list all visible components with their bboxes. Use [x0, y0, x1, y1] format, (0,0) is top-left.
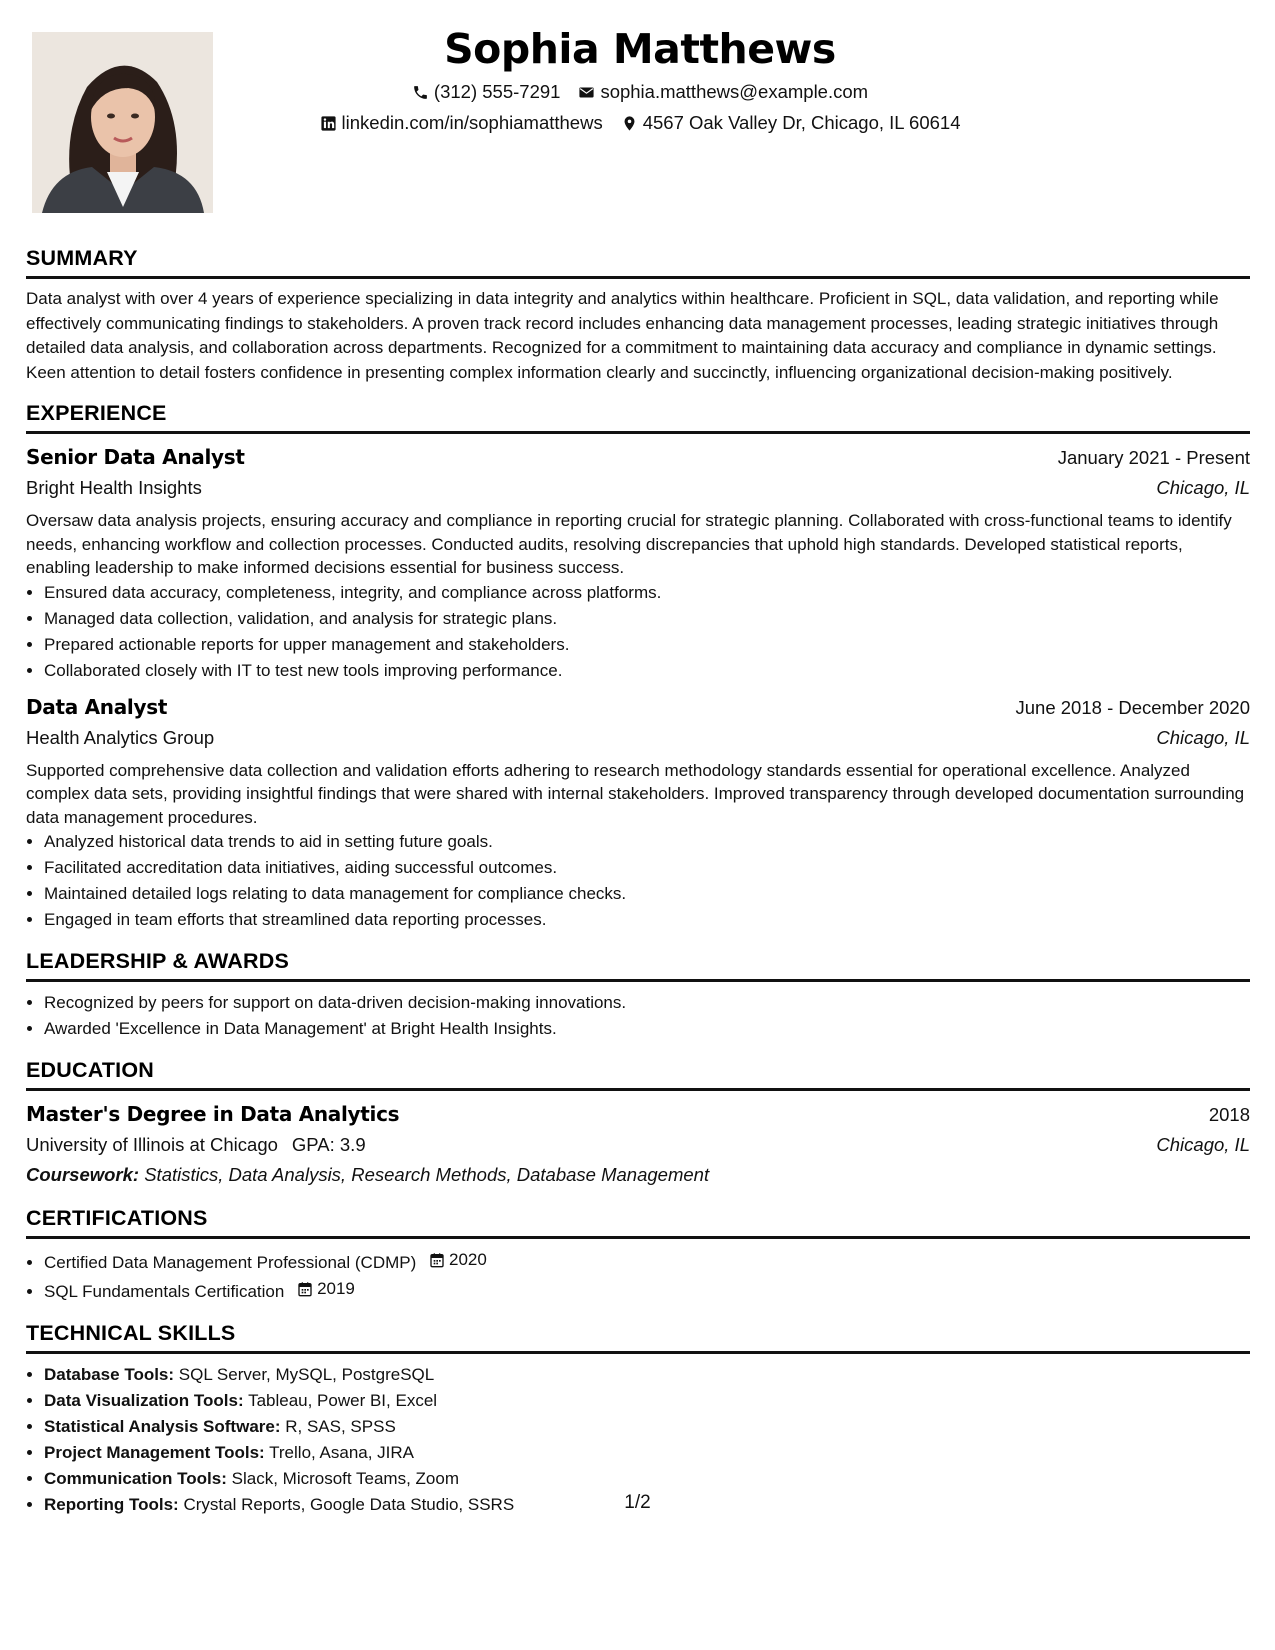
- section-divider: [26, 979, 1250, 982]
- phone-text: (312) 555-7291: [433, 81, 561, 102]
- job-company: Health Analytics Group: [26, 726, 215, 748]
- certifications-section: [26, 1204, 1250, 1305]
- job-dates: June 2018 - December 2020: [1015, 696, 1250, 718]
- resume-header: [230, 24, 1050, 135]
- job-location: Chicago, IL: [1156, 726, 1250, 748]
- job-description: Supported comprehensive data collection and validation efforts adhering to research methodology standards essential for operational excellence. Analyzed complex data sets, providing insightful findings that were shared with internal stakeholders. Improved transparency through developed documentation surrounding data management procedures.: [26, 760, 1245, 827]
- skill-value: R, SAS, SPSS: [285, 1417, 396, 1436]
- list-item: [44, 1440, 1250, 1466]
- list-item: • Recognized by peers for support on data-driven decision-making innovations.: [44, 990, 1250, 1016]
- section-title-skills: TECHNICAL SKILLS: [26, 1321, 236, 1345]
- page-number: 1/2: [624, 1492, 651, 1513]
- graduation-year: 2018: [1208, 1104, 1250, 1125]
- list-item: [44, 1466, 1250, 1492]
- experience-section: [26, 399, 1250, 933]
- skill-label: Statistical Analysis Software:: [44, 1417, 281, 1436]
- degree-name: Master's Degree in Data Analytics: [26, 1102, 400, 1126]
- list-item: • Awarded 'Excellence in Data Management' at Bright Health Insights.: [44, 1016, 1250, 1042]
- skill-value: Tableau, Power BI, Excel: [248, 1391, 438, 1410]
- job-subheader: [26, 723, 1250, 753]
- list-item: • Maintained detailed logs relating to data management for compliance checks.: [44, 881, 1250, 907]
- summary-section: [26, 244, 1250, 385]
- list-item: • Managed data collection, validation, and analysis for strategic plans.: [44, 606, 1250, 632]
- section-title-certifications: CERTIFICATIONS: [26, 1206, 208, 1230]
- gpa: GPA: 3.9: [291, 1134, 366, 1155]
- address-text: 4567 Oak Valley Dr, Chicago, IL 60614: [642, 112, 961, 133]
- school-name: University of Illinois at Chicago: [26, 1134, 278, 1155]
- resume-content: [26, 244, 1250, 1532]
- job-role: Senior Data Analyst: [26, 445, 245, 469]
- skill-label: Data Visualization Tools:: [44, 1391, 244, 1410]
- email-contact[interactable]: [578, 80, 868, 104]
- certification-year: 2020: [449, 1250, 487, 1269]
- job-location: Chicago, IL: [1156, 477, 1250, 498]
- skills-section: [26, 1319, 1250, 1518]
- calendar-icon: [297, 1281, 313, 1297]
- list-item: • Engaged in team efforts that streamlined data reporting processes.: [44, 907, 1250, 933]
- list-item: [44, 1276, 1250, 1305]
- linkedin-contact[interactable]: [320, 111, 603, 135]
- skill-label: Communication Tools:: [44, 1469, 227, 1488]
- list-item: • Collaborated closely with IT to test new tools improving performance.: [44, 658, 1250, 684]
- coursework-label: Coursework:: [26, 1164, 140, 1185]
- job-bullets: [26, 829, 1250, 933]
- portrait-image: [32, 32, 213, 213]
- school-location: Chicago, IL: [1156, 1134, 1250, 1155]
- education-header: [26, 1099, 1250, 1130]
- list-item: [44, 1388, 1250, 1414]
- school-info: [26, 1130, 366, 1160]
- section-title-education: EDUCATION: [26, 1058, 155, 1082]
- skill-label: Project Management Tools:: [44, 1443, 265, 1462]
- certification-date: [429, 1247, 487, 1273]
- summary-text: Data analyst with over 4 years of experience specializing in data integrity and analytics within healthcare. Proficient in SQL, data validation, and reporting while effectively communicating findings to stakeholders. A proven track record includes enhancing data management processes, leading strategic initiatives through detailed data analysis, and collaboration across departments. Recognized for a commitment to maintaining data accuracy and compliance in dynamic settings. Keen attention to detail fosters confidence in presenting complex information clearly and succinctly, influencing organizational decision-making positively.: [26, 289, 1219, 382]
- section-title-leadership: LEADERSHIP & AWARDS: [26, 949, 290, 973]
- section-divider: [26, 431, 1250, 434]
- calendar-icon: [429, 1252, 445, 1268]
- job-bullets: [26, 580, 1250, 684]
- section-title-experience: EXPERIENCE: [26, 401, 167, 425]
- phone-contact: [412, 80, 561, 104]
- certification-year: 2019: [317, 1279, 355, 1298]
- certification-date: [297, 1276, 355, 1302]
- skill-label: Reporting Tools:: [44, 1495, 179, 1514]
- profile-photo: [32, 32, 213, 213]
- skill-value: Slack, Microsoft Teams, Zoom: [231, 1469, 459, 1488]
- education-section: [26, 1056, 1250, 1190]
- phone-icon: [412, 84, 429, 101]
- certification-name: Certified Data Management Professional (CDMP): [44, 1253, 417, 1272]
- list-item: • Ensured data accuracy, completeness, integrity, and compliance across platforms.: [44, 580, 1250, 606]
- coursework-list: Statistics, Data Analysis, Research Methods, Database Management: [144, 1164, 710, 1185]
- section-title-summary: SUMMARY: [26, 246, 138, 270]
- skill-value: Trello, Asana, JIRA: [269, 1443, 415, 1462]
- education-subheader: [26, 1130, 1250, 1160]
- contact-row-2: [230, 111, 1050, 135]
- linkedin-link[interactable]: linkedin.com/in/sophiamatthews: [341, 112, 603, 133]
- job-entry: [26, 692, 1250, 934]
- list-item: • Analyzed historical data trends to aid in setting future goals.: [44, 829, 1250, 855]
- skill-value: SQL Server, MySQL, PostgreSQL: [178, 1365, 435, 1384]
- section-divider: [26, 276, 1250, 279]
- contact-row-1: [230, 80, 1050, 104]
- email-link[interactable]: sophia.matthews@example.com: [600, 81, 869, 102]
- leadership-list: [26, 990, 1250, 1042]
- certifications-list: [26, 1247, 1250, 1305]
- list-item: [44, 1414, 1250, 1440]
- job-entry: [26, 442, 1250, 684]
- section-divider: [26, 1351, 1250, 1354]
- list-item: [44, 1247, 1250, 1276]
- section-divider: [26, 1088, 1250, 1091]
- job-dates: January 2021 - Present: [1057, 447, 1250, 468]
- leadership-section: [26, 947, 1250, 1042]
- map-pin-icon: [621, 115, 638, 132]
- candidate-name: Sophia Matthews: [444, 25, 836, 73]
- job-header: [26, 442, 1250, 473]
- skill-value: Crystal Reports, Google Data Studio, SSRS: [183, 1495, 515, 1514]
- list-item: • Prepared actionable reports for upper management and stakeholders.: [44, 632, 1250, 658]
- skill-label: Database Tools:: [44, 1365, 175, 1384]
- certification-name: SQL Fundamentals Certification: [44, 1282, 285, 1301]
- envelope-icon: [578, 84, 595, 101]
- coursework: [26, 1160, 1250, 1190]
- section-divider: [26, 1236, 1250, 1239]
- linkedin-icon: [320, 115, 337, 132]
- job-company: Bright Health Insights: [26, 477, 202, 498]
- job-subheader: [26, 473, 1250, 503]
- job-header: [26, 692, 1250, 723]
- job-description: Oversaw data analysis projects, ensuring accuracy and compliance in reporting crucial for strategic planning. Collaborated with cross-functional teams to identify needs, enhancing workflow and collection processes. Conducted audits, resolving discrepancies that uphold high standards. Developed statistical reports, enabling leadership to make informed decisions essential for business success.: [26, 511, 1232, 577]
- list-item: [44, 1362, 1250, 1388]
- job-role: Data Analyst: [26, 694, 168, 719]
- list-item: • Facilitated accreditation data initiatives, aiding successful outcomes.: [44, 855, 1250, 881]
- address-contact: [621, 111, 961, 135]
